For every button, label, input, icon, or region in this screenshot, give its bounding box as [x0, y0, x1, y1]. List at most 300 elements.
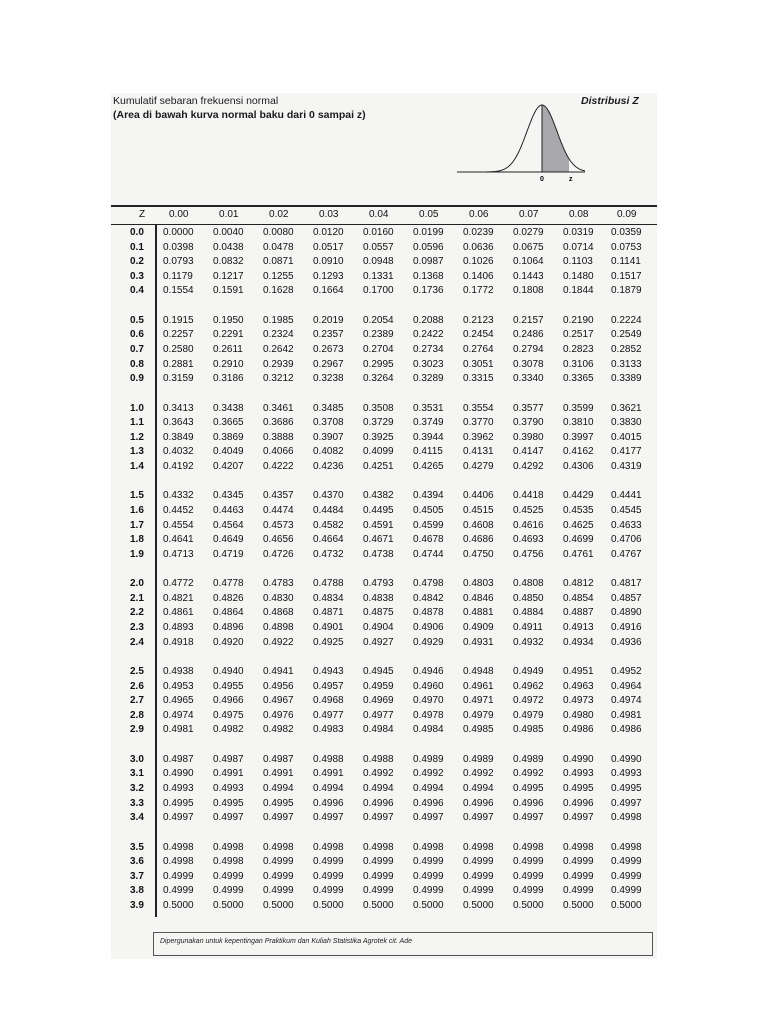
table-cell: 0.4997 [213, 812, 244, 824]
table-cell: 0.4965 [163, 695, 194, 707]
z-value: 0.2 [130, 256, 144, 268]
z-table-sheet [111, 93, 657, 959]
table-cell: 0.4999 [263, 885, 294, 897]
table-cell: 0.4960 [413, 680, 444, 692]
table-cell: 0.4953 [163, 680, 194, 692]
table-cell: 0.4984 [363, 724, 394, 736]
table-cell: 0.2939 [263, 358, 294, 370]
table-cell: 0.4999 [513, 885, 544, 897]
table-cell: 0.4992 [513, 768, 544, 780]
table-cell: 0.2486 [513, 329, 544, 341]
table-cell: 0.4999 [463, 885, 494, 897]
table-cell: 0.3078 [513, 358, 544, 370]
table-cell: 0.4573 [263, 519, 294, 531]
table-cell: 0.4778 [213, 578, 244, 590]
table-row [111, 358, 657, 373]
table-row [111, 460, 657, 475]
table-cell: 0.5000 [163, 900, 194, 911]
z-value: 3.8 [130, 885, 144, 897]
table-cell: 0.4875 [363, 607, 394, 619]
table-cell: 0.1217 [213, 270, 244, 282]
table-cell: 0.2611 [213, 344, 243, 355]
table-cell: 0.4996 [363, 797, 394, 809]
table-cell: 0.0675 [513, 241, 544, 253]
table-cell: 0.5000 [563, 900, 594, 911]
table-cell: 0.4474 [263, 505, 294, 516]
table-cell: 0.2291 [213, 329, 244, 341]
z-value: 1.7 [130, 519, 144, 531]
table-cell: 0.3621 [611, 402, 642, 414]
table-cell: 0.4484 [313, 505, 344, 516]
table-cell: 0.4967 [263, 695, 294, 707]
table-cell: 0.4918 [163, 636, 194, 648]
z-value: 3.2 [130, 783, 144, 794]
table-title: Kumulatif sebaran frekuensi normal [113, 95, 279, 107]
table-cell: 0.2019 [313, 314, 344, 326]
table-cell: 0.4656 [263, 534, 294, 546]
table-cell: 0.1141 [611, 256, 641, 268]
table-cell: 0.2324 [263, 329, 294, 341]
table-cell: 0.4966 [213, 695, 244, 707]
table-cell: 0.4591 [363, 519, 394, 531]
table-row [111, 797, 657, 812]
table-cell: 0.4608 [463, 519, 494, 531]
table-cell: 0.4370 [313, 490, 344, 502]
table-cell: 0.0279 [513, 227, 544, 238]
footer-note-box [153, 932, 653, 956]
table-cell: 0.5000 [611, 900, 642, 911]
table-cell: 0.4998 [163, 841, 194, 853]
table-cell: 0.4995 [263, 797, 294, 809]
z-value: 1.3 [130, 446, 144, 458]
table-cell: 0.5000 [313, 900, 344, 911]
table-cell: 0.2580 [163, 344, 194, 355]
table-row [111, 694, 657, 709]
table-cell: 0.4808 [513, 578, 544, 590]
table-cell: 0.4999 [263, 856, 294, 868]
table-cell: 0.0199 [413, 227, 444, 238]
table-row [111, 636, 657, 651]
table-cell: 0.4826 [213, 592, 244, 604]
table-cell: 0.4925 [313, 636, 344, 648]
table-cell: 0.2910 [213, 358, 244, 370]
table-cell: 0.0987 [413, 256, 444, 268]
table-row [111, 680, 657, 695]
table-cell: 0.2995 [363, 358, 394, 370]
table-cell: 0.4995 [513, 783, 544, 794]
table-cell: 0.3665 [213, 417, 244, 429]
shaded-area [542, 105, 569, 172]
table-cell: 0.3708 [313, 417, 344, 429]
table-cell: 0.4999 [563, 870, 594, 882]
table-cell: 0.3907 [313, 431, 344, 443]
table-row [111, 723, 657, 738]
table-cell: 0.4495 [363, 505, 394, 516]
table-cell: 0.0000 [163, 227, 194, 238]
z-value: 2.0 [130, 578, 144, 590]
table-cell: 0.4564 [213, 519, 244, 531]
table-cell: 0.5000 [263, 900, 294, 911]
table-cell: 0.4332 [163, 490, 194, 502]
table-row [111, 870, 657, 885]
column-header: 0.05 [419, 209, 439, 220]
table-cell: 0.4671 [363, 534, 394, 546]
table-cell: 0.4115 [413, 446, 443, 458]
z-value: 2.4 [130, 636, 144, 648]
table-cell: 0.1554 [163, 285, 194, 297]
table-cell: 0.4956 [263, 680, 294, 692]
table-cell: 0.3413 [163, 402, 194, 414]
table-cell: 0.4878 [413, 607, 444, 619]
z-value: 2.1 [130, 592, 144, 604]
table-cell: 0.0753 [611, 241, 642, 253]
table-cell: 0.4945 [363, 666, 394, 677]
footer-note: Dipergunakan untuk kepentingan Praktikum dan Kuliah Statistika Agrotek cit. Ade [160, 938, 413, 945]
table-cell: 0.3461 [263, 402, 294, 414]
table-cell: 0.4977 [313, 709, 344, 721]
table-cell: 0.1517 [611, 270, 642, 282]
table-cell: 0.4854 [563, 592, 594, 604]
table-cell: 0.3389 [611, 373, 642, 385]
table-cell: 0.4974 [611, 695, 642, 707]
table-cell: 0.4265 [413, 461, 444, 472]
table-cell: 0.4981 [163, 724, 194, 736]
table-cell: 0.4099 [363, 446, 394, 458]
table-cell: 0.4999 [213, 870, 244, 882]
table-cell: 0.4998 [513, 841, 544, 853]
z-value: 1.9 [130, 548, 144, 560]
table-cell: 0.4279 [463, 461, 494, 472]
table-cell: 0.4162 [563, 446, 594, 458]
table-cell: 0.4015 [611, 431, 642, 443]
table-cell: 0.4881 [463, 607, 494, 619]
table-cell: 0.5000 [213, 900, 244, 911]
table-cell: 0.4943 [313, 666, 344, 677]
z-value: 0.3 [130, 270, 144, 282]
table-cell: 0.4997 [513, 812, 544, 824]
table-cell: 0.4952 [611, 666, 642, 677]
table-cell: 0.4916 [611, 622, 642, 633]
table-cell: 0.4719 [213, 548, 244, 560]
table-cell: 0.4951 [563, 666, 594, 677]
table-cell: 0.1480 [563, 270, 594, 282]
table-cell: 0.4357 [263, 490, 294, 502]
z-value: 3.9 [130, 900, 144, 911]
column-header: 0.09 [617, 209, 637, 220]
table-cell: 0.4884 [513, 607, 544, 619]
table-cell: 0.0596 [413, 241, 444, 253]
table-cell: 0.4767 [611, 548, 642, 560]
table-cell: 0.2257 [163, 329, 194, 341]
table-cell: 0.3106 [563, 358, 594, 370]
table-cell: 0.4999 [363, 856, 394, 868]
table-cell: 0.2734 [413, 344, 444, 355]
table-cell: 0.4982 [213, 724, 244, 736]
table-cell: 0.4641 [163, 534, 194, 546]
column-header: 0.03 [319, 209, 339, 220]
table-cell: 0.4996 [563, 797, 594, 809]
table-cell: 0.1772 [463, 285, 494, 297]
table-cell: 0.4998 [163, 856, 194, 868]
z-value: 1.6 [130, 505, 144, 516]
table-cell: 0.4798 [413, 578, 444, 590]
table-cell: 0.4706 [611, 534, 642, 546]
table-cell: 0.4997 [413, 812, 444, 824]
table-cell: 0.4991 [313, 768, 344, 780]
table-cell: 0.3023 [413, 358, 444, 370]
table-cell: 0.4864 [213, 607, 244, 619]
table-cell: 0.4998 [413, 841, 444, 853]
table-cell: 0.3315 [463, 373, 494, 385]
table-cell: 0.3289 [413, 373, 444, 385]
table-cell: 0.4979 [463, 709, 494, 721]
z-value: 2.8 [130, 709, 144, 721]
table-cell: 0.3790 [513, 417, 544, 429]
table-row [111, 241, 657, 256]
table-cell: 0.3749 [413, 417, 444, 429]
table-row [111, 709, 657, 724]
table-cell: 0.4998 [611, 841, 642, 853]
table-cell: 0.4441 [611, 490, 642, 502]
table-cell: 0.0080 [263, 227, 294, 238]
table-cell: 0.4998 [313, 841, 344, 853]
table-cell: 0.3643 [163, 417, 194, 429]
table-cell: 0.4236 [313, 461, 344, 472]
table-cell: 0.4998 [213, 856, 244, 868]
table-cell: 0.4969 [363, 695, 394, 707]
table-cell: 0.4985 [513, 724, 544, 736]
z-value: 0.9 [130, 373, 144, 385]
table-cell: 0.4896 [213, 622, 244, 633]
table-cell: 0.4699 [563, 534, 594, 546]
table-cell: 0.4999 [363, 885, 394, 897]
table-cell: 0.4664 [313, 534, 344, 546]
table-cell: 0.4821 [163, 592, 194, 604]
table-cell: 0.4418 [513, 490, 544, 502]
z-value: 0.0 [130, 227, 144, 238]
distribution-label: Distribusi Z [581, 95, 639, 107]
table-cell: 0.2389 [363, 329, 394, 341]
table-cell: 0.4992 [363, 768, 394, 780]
z-value: 2.2 [130, 607, 144, 619]
table-cell: 0.4931 [463, 636, 494, 648]
table-cell: 0.2190 [563, 314, 594, 326]
curve-label-z: z [569, 176, 573, 183]
table-cell: 0.1026 [463, 256, 494, 268]
table-cell: 0.4994 [463, 783, 494, 794]
table-cell: 0.4913 [563, 622, 594, 633]
table-cell: 0.4991 [263, 768, 294, 780]
table-cell: 0.4929 [413, 636, 444, 648]
table-cell: 0.4994 [413, 783, 444, 794]
table-cell: 0.3485 [313, 402, 344, 414]
table-cell: 0.4998 [611, 812, 642, 824]
table-row [111, 314, 657, 329]
table-cell: 0.4973 [563, 695, 594, 707]
table-cell: 0.4713 [163, 548, 194, 560]
table-cell: 0.1064 [513, 256, 544, 268]
table-row [111, 577, 657, 592]
table-cell: 0.4535 [563, 505, 594, 516]
table-cell: 0.4987 [263, 753, 294, 765]
table-cell: 0.4920 [213, 636, 244, 648]
table-row [111, 343, 657, 358]
header-bottom-rule [111, 224, 657, 225]
table-cell: 0.2704 [363, 344, 394, 355]
table-cell: 0.4964 [611, 680, 642, 692]
table-cell: 0.4994 [263, 783, 294, 794]
table-cell: 0.3554 [463, 402, 494, 414]
table-cell: 0.4898 [263, 622, 294, 633]
table-cell: 0.2224 [611, 314, 642, 326]
table-cell: 0.4803 [463, 578, 494, 590]
table-cell: 0.4861 [163, 607, 194, 619]
z-value: 3.1 [130, 768, 144, 780]
table-cell: 0.4893 [163, 622, 194, 633]
table-cell: 0.4946 [413, 666, 444, 677]
table-cell: 0.3830 [611, 417, 642, 429]
table-cell: 0.4974 [163, 709, 194, 721]
table-cell: 0.1179 [163, 270, 193, 282]
column-header: 0.08 [569, 209, 589, 220]
table-cell: 0.3770 [463, 417, 494, 429]
table-cell: 0.2157 [513, 314, 544, 326]
table-cell: 0.4147 [513, 446, 544, 458]
table-cell: 0.4744 [413, 548, 444, 560]
table-cell: 0.4319 [611, 461, 642, 472]
table-cell: 0.4846 [463, 592, 494, 604]
table-row [111, 284, 657, 299]
table-cell: 0.2088 [413, 314, 444, 326]
table-cell: 0.3925 [363, 431, 394, 443]
table-cell: 0.0398 [163, 241, 194, 253]
table-row [111, 372, 657, 387]
table-cell: 0.1915 [163, 314, 194, 326]
table-row [111, 548, 657, 563]
table-row [111, 855, 657, 870]
table-row [111, 533, 657, 548]
table-cell: 0.3869 [213, 431, 244, 443]
table-cell: 0.4999 [611, 856, 642, 868]
table-cell: 0.4996 [463, 797, 494, 809]
table-cell: 0.4996 [513, 797, 544, 809]
table-cell: 0.2852 [611, 344, 642, 355]
z-value: 2.3 [130, 622, 144, 633]
table-cell: 0.4955 [213, 680, 244, 692]
z-value: 3.5 [130, 841, 144, 853]
table-cell: 0.4976 [263, 709, 294, 721]
table-cell: 0.3686 [263, 417, 294, 429]
table-cell: 0.4979 [513, 709, 544, 721]
table-cell: 0.4686 [463, 534, 494, 546]
table-cell: 0.3051 [463, 358, 494, 370]
table-row [111, 841, 657, 856]
table-cell: 0.4962 [513, 680, 544, 692]
table-cell: 0.3365 [563, 373, 594, 385]
table-cell: 0.4995 [563, 783, 594, 794]
table-cell: 0.4959 [363, 680, 394, 692]
table-cell: 0.4999 [163, 885, 194, 897]
z-value: 1.5 [130, 490, 144, 502]
table-cell: 0.3238 [313, 373, 344, 385]
column-header: 0.07 [519, 209, 539, 220]
table-cell: 0.4032 [163, 446, 194, 458]
table-cell: 0.4625 [563, 519, 594, 531]
table-cell: 0.3531 [413, 402, 444, 414]
table-cell: 0.4997 [313, 812, 344, 824]
table-row [111, 328, 657, 343]
table-cell: 0.0636 [463, 241, 494, 253]
table-cell: 0.4693 [513, 534, 544, 546]
table-cell: 0.4999 [363, 870, 394, 882]
table-cell: 0.0910 [313, 256, 344, 268]
z-value: 1.2 [130, 431, 144, 443]
table-subtitle: (Area di bawah kurva normal baku dari 0 sampai z) [113, 109, 366, 121]
table-cell: 0.4975 [213, 709, 244, 721]
table-cell: 0.2967 [313, 358, 344, 370]
table-cell: 0.4049 [213, 446, 244, 458]
table-cell: 0.4977 [363, 709, 394, 721]
z-value: 1.0 [130, 402, 144, 414]
table-cell: 0.1700 [363, 285, 394, 297]
z-value: 1.1 [130, 417, 144, 429]
table-cell: 0.4957 [313, 680, 344, 692]
table-cell: 0.4726 [263, 548, 294, 560]
table-row [111, 753, 657, 768]
table-cell: 0.4904 [363, 622, 394, 633]
table-cell: 0.4934 [563, 636, 594, 648]
table-cell: 0.4940 [213, 666, 244, 677]
table-cell: 0.4207 [213, 461, 244, 472]
z-value: 2.9 [130, 724, 144, 736]
table-cell: 0.2054 [363, 314, 394, 326]
table-cell: 0.4429 [563, 490, 594, 502]
table-cell: 0.2454 [463, 329, 494, 341]
table-cell: 0.0948 [363, 256, 394, 268]
table-cell: 0.4649 [213, 534, 244, 546]
table-cell: 0.4988 [313, 753, 344, 765]
z-value: 0.7 [130, 344, 144, 355]
table-cell: 0.4999 [263, 870, 294, 882]
table-cell: 0.4936 [611, 636, 642, 648]
table-cell: 0.4599 [413, 519, 444, 531]
table-cell: 0.4394 [413, 490, 444, 502]
table-cell: 0.4999 [413, 856, 444, 868]
column-header: 0.04 [369, 209, 389, 220]
table-cell: 0.4971 [463, 695, 494, 707]
table-cell: 0.4948 [463, 666, 494, 677]
table-cell: 0.4990 [563, 753, 594, 765]
table-cell: 0.3577 [513, 402, 544, 414]
table-cell: 0.3340 [513, 373, 544, 385]
z-value: 2.5 [130, 666, 144, 677]
z-value: 3.4 [130, 812, 144, 824]
table-cell: 0.1628 [263, 285, 294, 297]
table-cell: 0.4990 [611, 753, 642, 765]
table-cell: 0.4505 [413, 505, 444, 516]
column-header: 0.02 [269, 209, 289, 220]
table-cell: 0.3997 [563, 431, 594, 443]
table-row [111, 226, 657, 241]
z-value: 0.5 [130, 314, 144, 326]
table-cell: 0.4868 [263, 607, 294, 619]
table-cell: 0.4972 [513, 695, 544, 707]
table-cell: 0.4982 [263, 724, 294, 736]
table-cell: 0.0832 [213, 256, 244, 268]
table-cell: 0.4993 [213, 783, 244, 794]
z-value: 3.3 [130, 797, 144, 809]
table-cell: 0.1736 [413, 285, 444, 297]
